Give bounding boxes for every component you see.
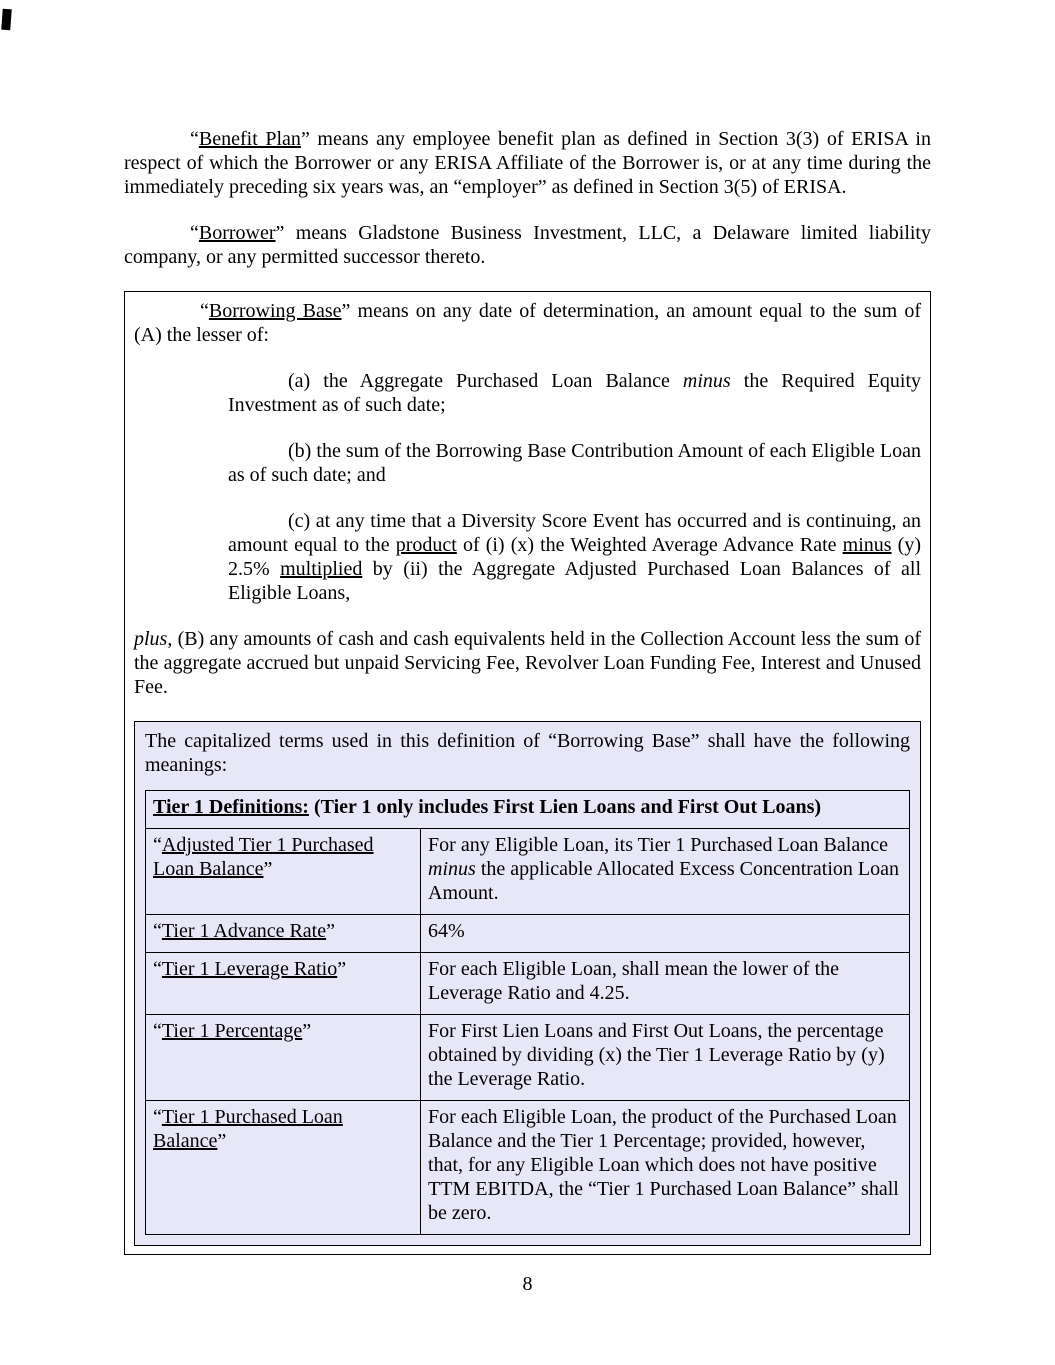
text-segment: “ <box>153 958 162 980</box>
text-segment: Borrower <box>198 222 276 244</box>
borrowing-base-box <box>124 291 931 1255</box>
text-segment: , (B) any amounts of cash and cash equivalents held in the Collection Account less the sum of the aggregate accrued but unpaid Servicing Fee, Revolver Loan Funding Fee, Interest and Unused Fee. <box>134 628 921 698</box>
definition-cell <box>421 953 910 1015</box>
definition-row <box>146 1101 910 1235</box>
term-cell <box>146 915 421 953</box>
capitalized-terms-intro <box>145 729 910 777</box>
text-segment: (y) 2.5% <box>228 534 921 580</box>
text-segment: ” <box>263 858 273 880</box>
tier1-table-body <box>146 829 910 1235</box>
capitalized-terms-box <box>134 721 921 1246</box>
text-segment: ” <box>326 920 336 942</box>
table-header-cell <box>146 791 910 829</box>
text-segment: Adjusted Tier 1 Purchased Loan Balance <box>153 834 374 880</box>
borrowing-base-intro <box>134 299 921 347</box>
text-segment: Borrowing Base <box>208 300 342 322</box>
text-segment: by (ii) the Aggregate Adjusted Purchased Loan Balances of all Eligible Loans, <box>228 558 921 604</box>
text-segment: product <box>395 534 457 556</box>
text-segment: “ <box>153 834 162 856</box>
text-segment: (c) at any time that a Diversity Score Event has occurred and is continuing, an amount equal to the <box>228 510 921 556</box>
text-segment: Tier 1 Advance Rate <box>161 920 327 942</box>
term-cell <box>146 829 421 915</box>
text-segment: Benefit Plan <box>198 128 301 150</box>
text-segment: the Required Equity Investment as of such date; <box>228 370 921 416</box>
text-segment: Tier 1 Leverage Ratio <box>161 958 338 980</box>
text-segment: For First Lien Loans and First Out Loans, the percentage obtained by dividing (x) the Tier 1 Leverage Ratio by (y) the Leverage Ratio. <box>428 1020 885 1090</box>
borrowing-base-clause-c <box>228 509 921 605</box>
term-cell <box>146 1015 421 1101</box>
scan-artifact-mark <box>1 9 11 31</box>
benefit-plan-definition <box>124 127 931 199</box>
definition-row <box>146 829 910 915</box>
borrower-definition <box>124 221 931 269</box>
tier1-definitions-table <box>145 790 910 1235</box>
definition-cell <box>421 829 910 915</box>
text-segment: 64% <box>428 920 465 942</box>
text-segment: ” <box>337 958 347 980</box>
text-segment: ” means on any date of determination, an amount equal to the sum of (A) the lesser of: <box>134 300 922 346</box>
text-segment: Tier 1 Percentage <box>161 1020 303 1042</box>
text-segment: minus <box>842 534 892 556</box>
text-segment: For each Eligible Loan, the product of the Purchased Loan Balance and the Tier 1 Percentage; provided, however, that, for any Eligible Loan which does not have positive TTM EBITDA, the “Tier 1 Purchased Loan Balance” shall be zero. <box>428 1106 899 1224</box>
borrowing-base-clause-b <box>228 439 921 487</box>
definition-row <box>146 915 910 953</box>
definition-cell <box>421 915 910 953</box>
text-segment: minus <box>682 370 731 392</box>
borrowing-base-plus-clause <box>134 627 921 699</box>
text-segment: “ <box>190 128 199 150</box>
text-segment: of (i) (x) the Weighted Average Advance Rate <box>456 534 843 556</box>
definition-cell <box>421 1101 910 1235</box>
text-segment: ” means any employee benefit plan as defined in Section 3(3) of ERISA in respect of which the Borrower or any ERISA Affiliate of the Borrower is, or at any time during the immediately preceding six years was, an “employer” as defined in Section 3(5) of ERISA. <box>124 128 931 198</box>
text-segment: “ <box>200 300 209 322</box>
text-segment: multiplied <box>280 558 363 580</box>
definition-cell <box>421 1015 910 1101</box>
table-header-row <box>146 791 910 829</box>
text-segment: Tier 1 Purchased Loan Balance <box>153 1106 343 1152</box>
definition-row <box>146 953 910 1015</box>
text-segment: (a) the Aggregate Purchased Loan Balance <box>288 370 683 392</box>
text-segment: “ <box>190 222 199 244</box>
text-segment: “ <box>153 920 162 942</box>
text-segment: plus <box>134 628 168 650</box>
page-number: 8 <box>522 1273 533 1295</box>
text-segment: For each Eligible Loan, shall mean the lower of the Leverage Ratio and 4.25. <box>428 958 840 1004</box>
text-segment: minus <box>428 858 476 880</box>
text-segment: ” <box>217 1130 227 1152</box>
text-segment: Tier 1 Definitions: <box>153 796 309 818</box>
term-cell <box>146 953 421 1015</box>
text-segment: ” means Gladstone Business Investment, LLC, a Delaware limited liability company, or any permitted successor thereto. <box>124 222 931 268</box>
text-segment: “ <box>153 1106 162 1128</box>
text-segment: “ <box>153 1020 162 1042</box>
text-segment: For any Eligible Loan, its Tier 1 Purchased Loan Balance <box>428 834 888 856</box>
definition-row <box>146 1015 910 1101</box>
text-segment: (Tier 1 only includes First Lien Loans and First Out Loans) <box>308 796 822 818</box>
text-segment: ” <box>302 1020 312 1042</box>
text-segment: (b) the sum of the Borrowing Base Contribution Amount of each Eligible Loan as of such date; and <box>228 440 921 486</box>
borrowing-base-clause-a <box>228 369 921 417</box>
text-segment: The capitalized terms used in this definition of “Borrowing Base” shall have the following meanings: <box>145 730 910 776</box>
term-cell <box>146 1101 421 1235</box>
text-segment: the applicable Allocated Excess Concentration Loan Amount. <box>428 858 900 904</box>
